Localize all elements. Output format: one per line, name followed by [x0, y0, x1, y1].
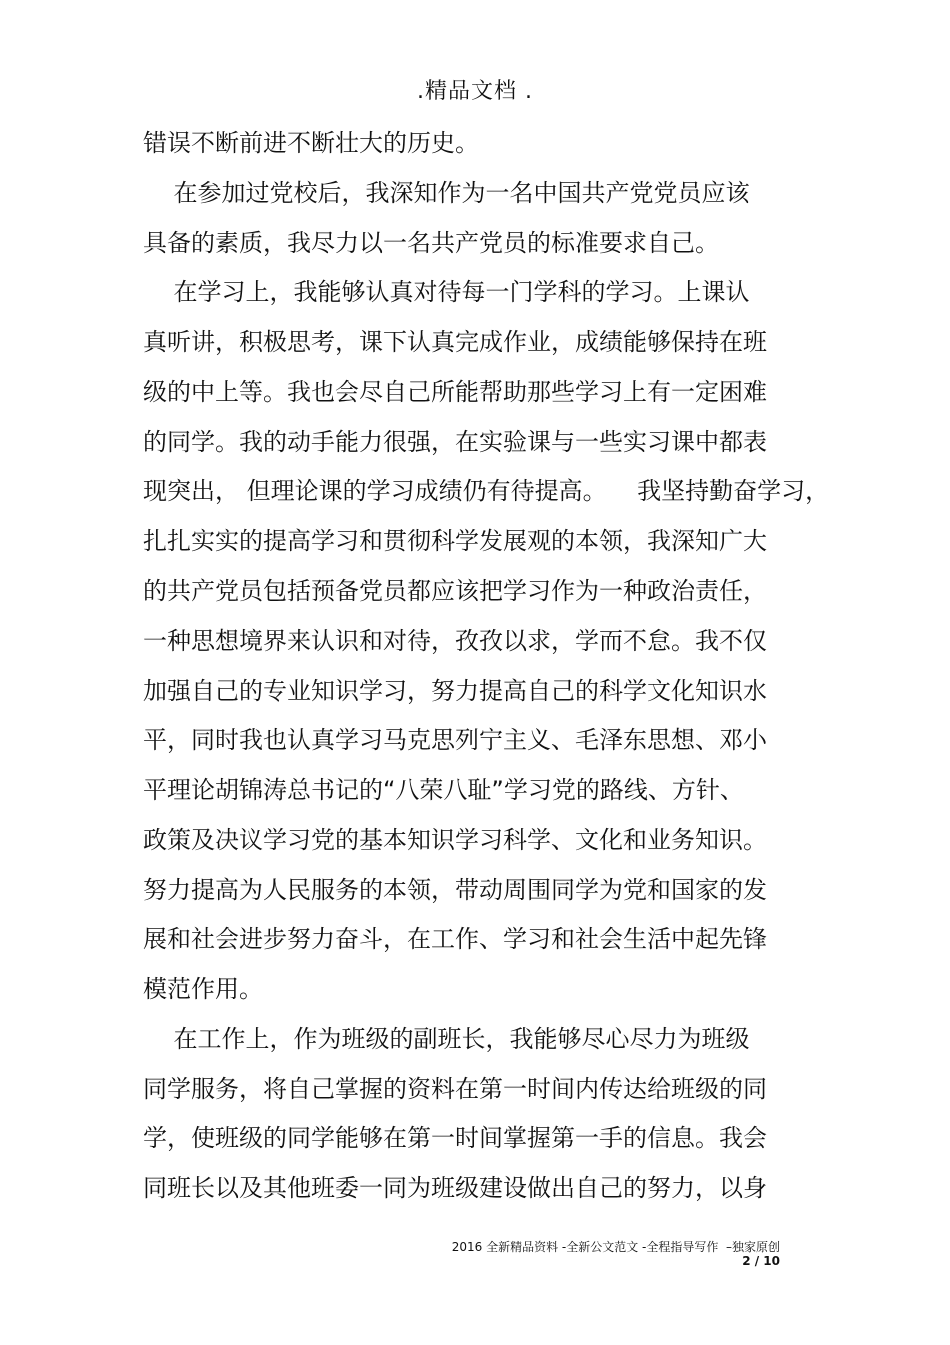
body-line: 学，使班级的同学能够在第一时间掌握第一手的信息。我会 [143, 1124, 767, 1152]
page-header-title: .精品文档 . [417, 79, 533, 104]
body-line: 加强自己的专业知识学习，努力提高自己的科学文化知识水 [143, 677, 767, 705]
body-line: 一种思想境界来认识和对待，孜孜以求，学而不怠。我不仅 [143, 627, 767, 655]
body-line: 平，同时我也认真学习马克思列宁主义、毛泽东思想、邓小 [143, 726, 767, 754]
body-line: 努力提高为人民服务的本领，带动周围同学为党和国家的发 [143, 876, 767, 904]
body-line: 展和社会进步努力奋斗，在工作、学习和社会生活中起先锋 [143, 925, 767, 953]
body-line: 扎扎实实的提高学习和贯彻科学发展观的本领，我深知广大 [143, 527, 767, 555]
body-line: 同学服务，将自己掌握的资料在第一时间内传达给班级的同 [143, 1075, 767, 1103]
body-line: 在学习上，我能够认真对待每一门学科的学习。上课认 [143, 278, 750, 306]
body-line: 的同学。我的动手能力很强，在实验课与一些实习课中都表 [143, 428, 767, 456]
body-line: 级的中上等。我也会尽自己所能帮助那些学习上有一定困难 [143, 378, 767, 406]
footer-note: 2016 全新精品资料 -全新公文范文 -全程指导写作 –独家原创 [451, 1240, 780, 1254]
body-line: 在参加过党校后，我深知作为一名中国共产党党员应该 [143, 179, 750, 207]
body-line: 真听讲，积极思考，课下认真完成作业，成绩能够保持在班 [143, 328, 767, 356]
body-line: 现突出， 但理论课的学习成绩仍有待提高。 我坚持勤奋学习， [143, 477, 830, 505]
body-line: 在工作上，作为班级的副班长，我能够尽心尽力为班级 [143, 1025, 750, 1053]
page-number: 2 / 10 [742, 1254, 780, 1268]
body-line: 的共产党员包括预备党员都应该把学习作为一种政治责任， [143, 577, 767, 605]
body-line: 政策及决议学习党的基本知识学习科学、文化和业务知识。 [143, 826, 767, 854]
body-line: 错误不断前进不断壮大的历史。 [143, 129, 479, 157]
body-line: 同班长以及其他班委一同为班级建设做出自己的努力，以身 [143, 1174, 767, 1202]
body-line: 平理论胡锦涛总书记的“八荣八耻”学习党的路线、方针、 [143, 776, 744, 804]
body-line: 具备的素质，我尽力以一名共产党员的标准要求自己。 [143, 229, 719, 257]
body-line: 模范作用。 [143, 975, 263, 1003]
